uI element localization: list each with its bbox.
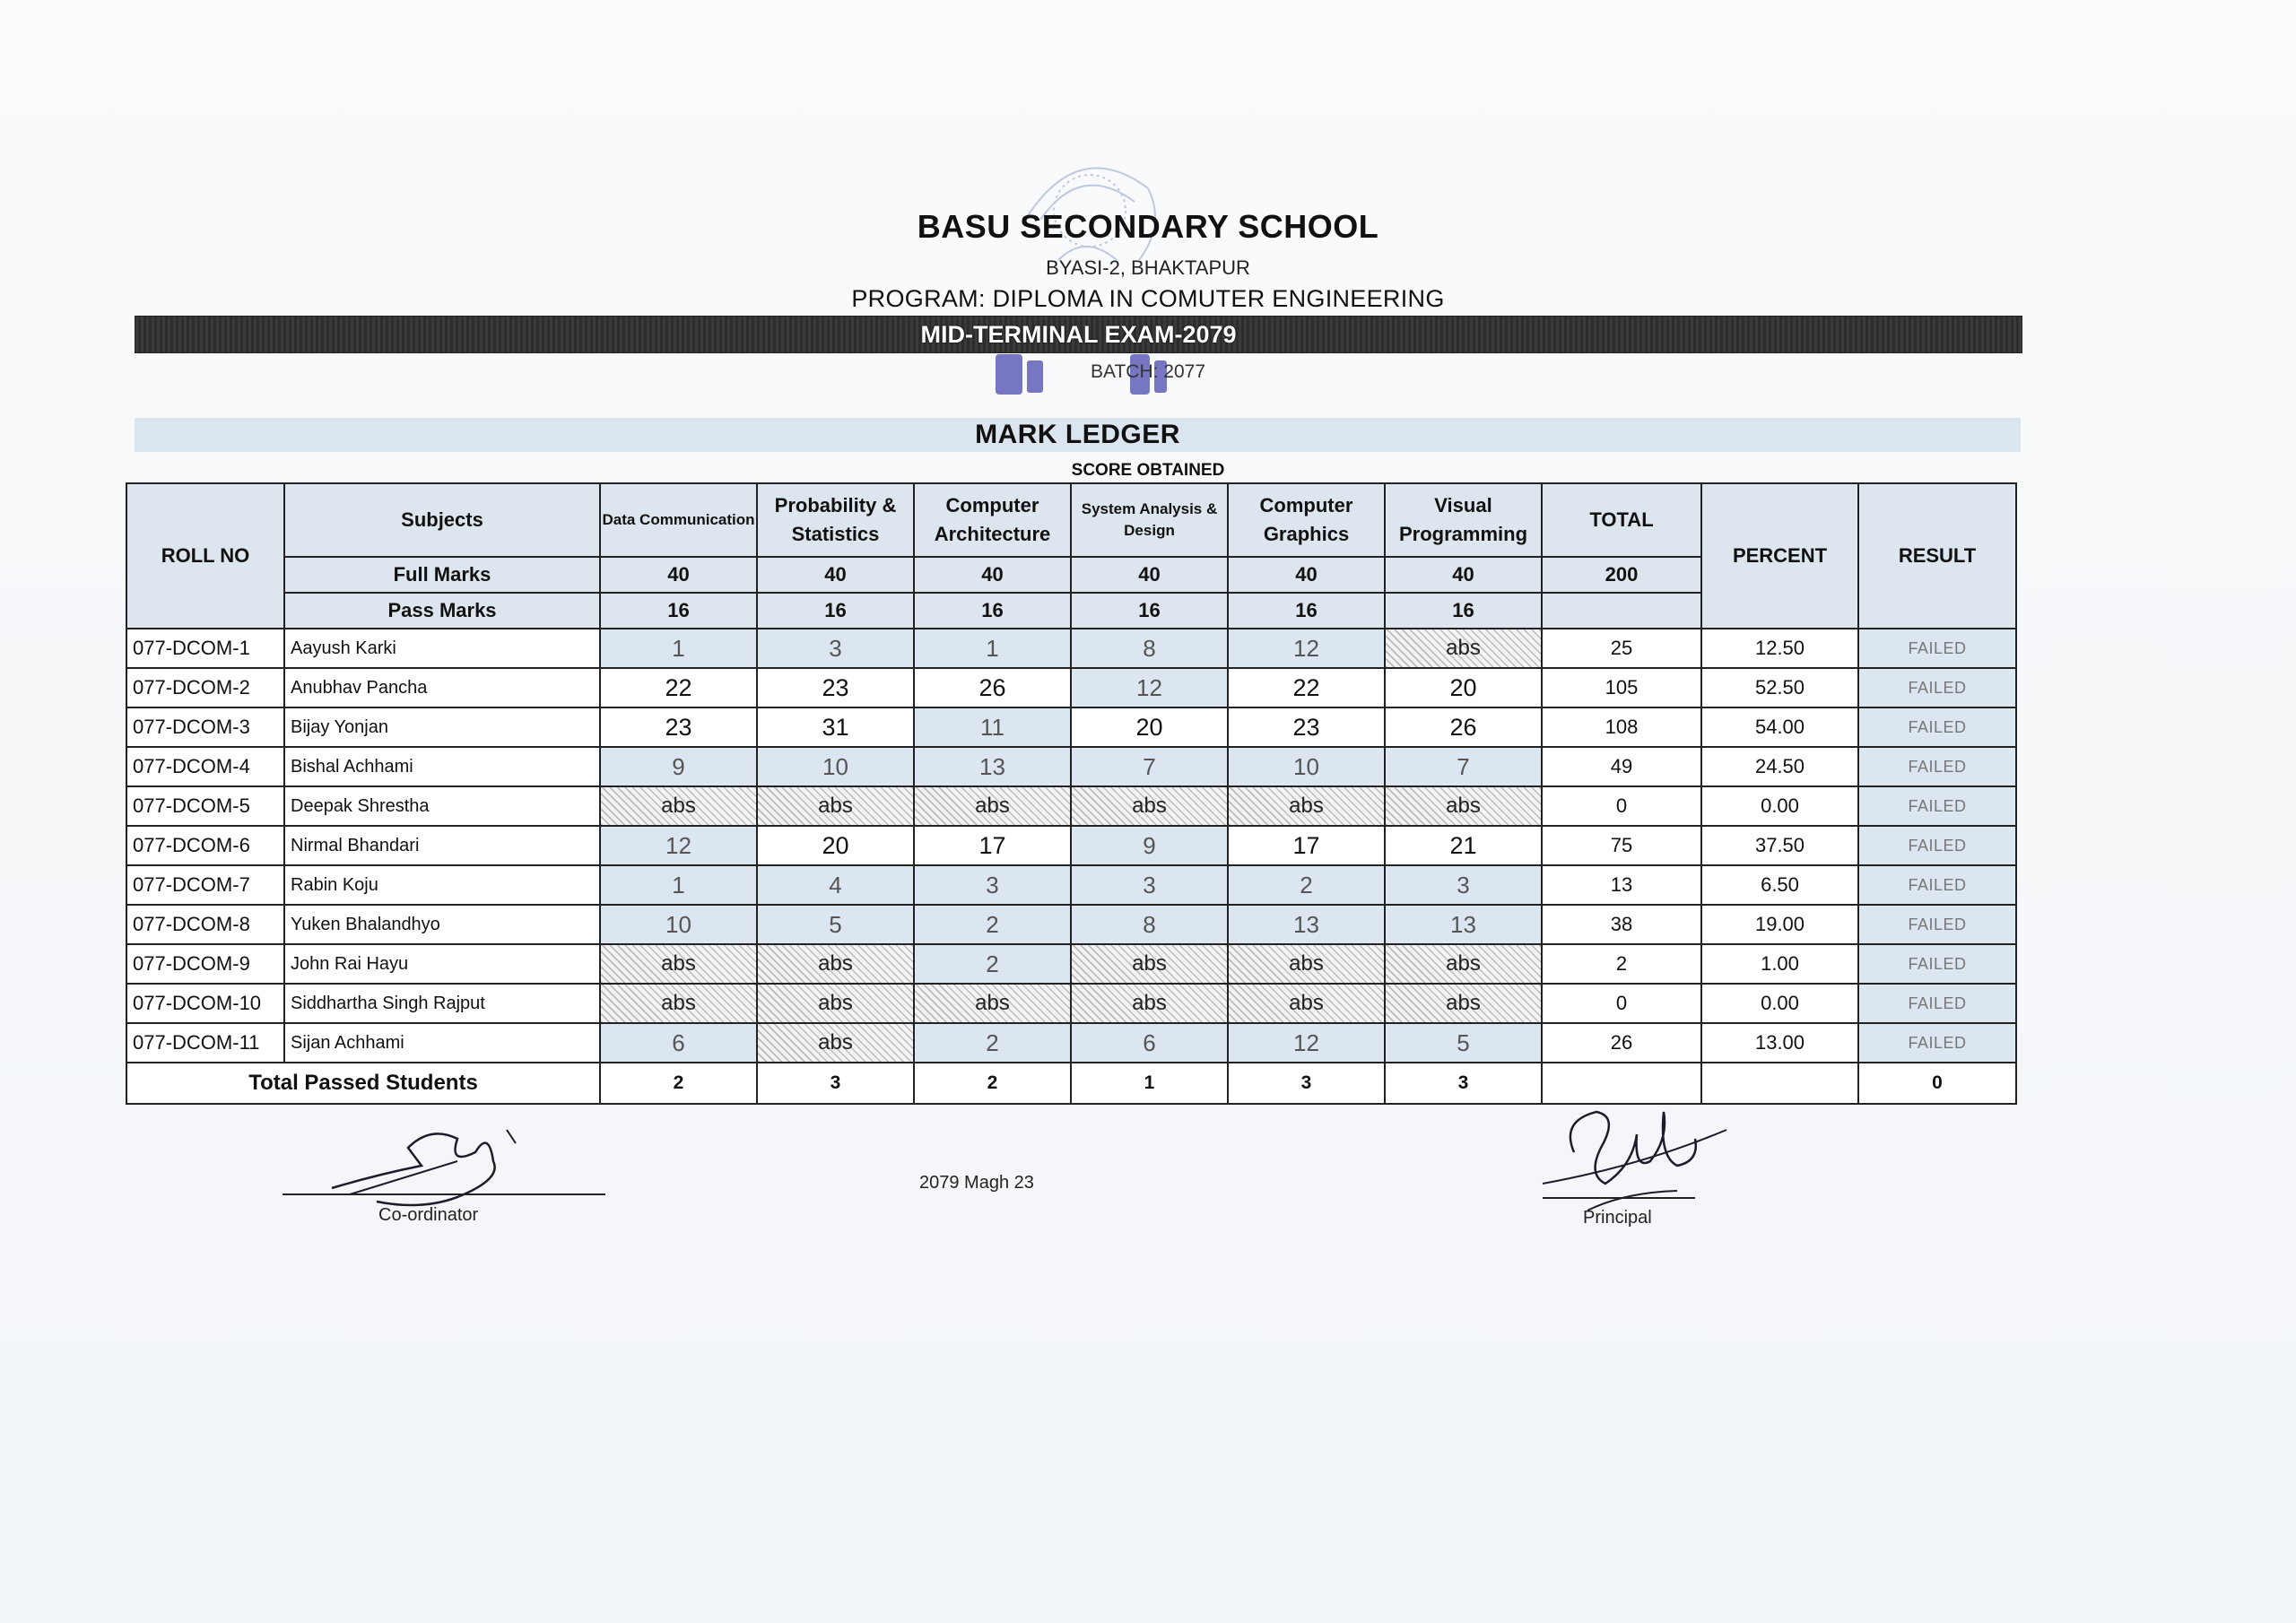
result-status: FAILED: [1858, 668, 2016, 707]
subject-mark: 10: [757, 747, 914, 786]
subject-mark: 22: [1228, 668, 1385, 707]
subject-mark: 1: [600, 629, 757, 668]
subject-mark: 6: [600, 1023, 757, 1063]
roll-number: 077-DCOM-1: [126, 629, 284, 668]
student-name: Anubhav Pancha: [284, 668, 600, 707]
subject-mark: 12: [1228, 1023, 1385, 1063]
absent-mark: abs: [1071, 944, 1228, 984]
subject-mark: 12: [1228, 629, 1385, 668]
percent-value: 13.00: [1701, 1023, 1858, 1063]
result-status: FAILED: [1858, 707, 2016, 747]
pass-marks-value: 16: [914, 593, 1071, 629]
result-status: FAILED: [1858, 747, 2016, 786]
roll-number: 077-DCOM-9: [126, 944, 284, 984]
student-name: Bijay Yonjan: [284, 707, 600, 747]
subject-mark: 12: [600, 826, 757, 865]
subject-mark: 23: [757, 668, 914, 707]
roll-number: 077-DCOM-7: [126, 865, 284, 905]
exam-banner: [135, 316, 2022, 353]
student-name: Deepak Shrestha: [284, 786, 600, 826]
roll-number: 077-DCOM-2: [126, 668, 284, 707]
absent-mark: abs: [1071, 786, 1228, 826]
subject-mark: 22: [600, 668, 757, 707]
coordinator-label: Co-ordinator: [378, 1205, 479, 1225]
percent-value: 52.50: [1701, 668, 1858, 707]
absent-mark: abs: [1228, 944, 1385, 984]
subject-mark: 10: [1228, 747, 1385, 786]
mark-ledger-table: [126, 482, 2017, 1105]
subject-mark: 23: [600, 707, 757, 747]
student-row: [126, 984, 2016, 1023]
percent-header: PERCENT: [1701, 483, 1858, 629]
percent-value: 19.00: [1701, 905, 1858, 944]
student-row: [126, 1023, 2016, 1063]
roll-number: 077-DCOM-8: [126, 905, 284, 944]
absent-mark: abs: [600, 984, 757, 1023]
percent-value: 6.50: [1701, 865, 1858, 905]
absent-mark: abs: [1385, 944, 1542, 984]
roll-number: 077-DCOM-3: [126, 707, 284, 747]
total-marks: 2: [1542, 944, 1701, 984]
percent-value: 0.00: [1701, 786, 1858, 826]
subject-mark: 26: [914, 668, 1071, 707]
percent-value: 54.00: [1701, 707, 1858, 747]
student-name: Yuken Bhalandhyo: [284, 905, 600, 944]
student-name: Siddhartha Singh Rajput: [284, 984, 600, 1023]
full-marks-value: 40: [757, 557, 914, 593]
subject-mark: 23: [1228, 707, 1385, 747]
exam-title: MID-TERMINAL EXAM-2079: [920, 321, 1237, 348]
student-name: Rabin Koju: [284, 865, 600, 905]
school-address: BYASI-2, BHAKTAPUR: [1046, 256, 1250, 279]
ledger-title: MARK LEDGER: [975, 420, 1180, 449]
percent-value: 37.50: [1701, 826, 1858, 865]
program-title: PROGRAM: DIPLOMA IN COMUTER ENGINEERING: [851, 285, 1445, 312]
subject-mark: 11: [914, 707, 1071, 747]
total-passed-result: 0: [1858, 1063, 2016, 1104]
subject-mark: 2: [914, 944, 1071, 984]
absent-mark: abs: [1228, 786, 1385, 826]
absent-mark: abs: [757, 786, 914, 826]
pass-marks-label: Pass Marks: [284, 593, 600, 629]
subject-mark: 3: [1385, 865, 1542, 905]
principal-label: Principal: [1583, 1208, 1652, 1228]
absent-mark: abs: [1071, 984, 1228, 1023]
total-pass-marks-empty: [1542, 593, 1701, 629]
total-header: TOTAL: [1542, 483, 1701, 557]
subject-mark: 17: [1228, 826, 1385, 865]
student-name: Aayush Karki: [284, 629, 600, 668]
subject-mark: 5: [757, 905, 914, 944]
subject-mark: 26: [1385, 707, 1542, 747]
subject-mark: 1: [914, 629, 1071, 668]
roll-number: 077-DCOM-10: [126, 984, 284, 1023]
result-status: FAILED: [1858, 786, 2016, 826]
roll-number: 077-DCOM-5: [126, 786, 284, 826]
subject-mark: 4: [757, 865, 914, 905]
subject-mark: 20: [1071, 707, 1228, 747]
subject-name: Data Communication: [600, 483, 757, 557]
full-marks-value: 40: [1228, 557, 1385, 593]
total-passed-count: 2: [914, 1063, 1071, 1104]
full-marks-label: Full Marks: [284, 557, 600, 593]
total-marks: 26: [1542, 1023, 1701, 1063]
student-row: [126, 826, 2016, 865]
score-obtained-label: SCORE OBTAINED: [1071, 461, 1225, 480]
principal-signature-line: [1543, 1197, 1695, 1199]
total-passed-count: 3: [1228, 1063, 1385, 1104]
result-status: FAILED: [1858, 984, 2016, 1023]
student-row: [126, 944, 2016, 984]
subject-mark: 2: [914, 1023, 1071, 1063]
student-name: Bishal Achhami: [284, 747, 600, 786]
total-marks: 75: [1542, 826, 1701, 865]
subject-name: Probability & Statistics: [757, 483, 914, 557]
subject-name: Computer Graphics: [1228, 483, 1385, 557]
total-full-marks: 200: [1542, 557, 1701, 593]
result-status: FAILED: [1858, 629, 2016, 668]
full-marks-value: 40: [1071, 557, 1228, 593]
roll-number: 077-DCOM-6: [126, 826, 284, 865]
school-name: BASU SECONDARY SCHOOL: [917, 208, 1379, 245]
result-status: FAILED: [1858, 905, 2016, 944]
subject-mark: 7: [1385, 747, 1542, 786]
total-passed-label: Total Passed Students: [126, 1063, 600, 1104]
subject-mark: 8: [1071, 629, 1228, 668]
roll-no-header: ROLL NO: [126, 483, 284, 629]
subjects-header: Subjects: [284, 483, 600, 557]
absent-mark: abs: [914, 786, 1071, 826]
subject-name: Computer Architecture: [914, 483, 1071, 557]
total-marks: 25: [1542, 629, 1701, 668]
subject-mark: 10: [600, 905, 757, 944]
ledger-banner: [135, 418, 2021, 452]
percent-value: 24.50: [1701, 747, 1858, 786]
student-row: [126, 747, 2016, 786]
result-status: FAILED: [1858, 1023, 2016, 1063]
student-row: [126, 707, 2016, 747]
total-marks: 49: [1542, 747, 1701, 786]
coordinator-signature: [323, 1112, 556, 1219]
percent-value: 12.50: [1701, 629, 1858, 668]
absent-mark: abs: [757, 984, 914, 1023]
total-passed-count: 1: [1071, 1063, 1228, 1104]
pass-marks-value: 16: [1228, 593, 1385, 629]
subject-mark: 3: [914, 865, 1071, 905]
principal-signature: [1534, 1085, 1740, 1219]
subject-mark: 17: [914, 826, 1071, 865]
student-row: [126, 786, 2016, 826]
subject-mark: 8: [1071, 905, 1228, 944]
absent-mark: abs: [1385, 629, 1542, 668]
pass-marks-value: 16: [1385, 593, 1542, 629]
total-passed-count: 3: [1385, 1063, 1542, 1104]
percent-value: 1.00: [1701, 944, 1858, 984]
total-marks: 38: [1542, 905, 1701, 944]
roll-number: 077-DCOM-11: [126, 1023, 284, 1063]
student-row: [126, 865, 2016, 905]
subject-name: Visual Programming: [1385, 483, 1542, 557]
subject-mark: 20: [757, 826, 914, 865]
full-marks-value: 40: [914, 557, 1071, 593]
full-marks-value: 40: [1385, 557, 1542, 593]
student-row: [126, 668, 2016, 707]
total-marks: 108: [1542, 707, 1701, 747]
subject-mark: 13: [914, 747, 1071, 786]
total-passed-count: 2: [600, 1063, 757, 1104]
pass-marks-value: 16: [1071, 593, 1228, 629]
subject-mark: 9: [600, 747, 757, 786]
student-name: Sijan Achhami: [284, 1023, 600, 1063]
ledger-date: 2079 Magh 23: [919, 1173, 1034, 1193]
roll-number: 077-DCOM-4: [126, 747, 284, 786]
absent-mark: abs: [757, 1023, 914, 1063]
student-name: John Rai Hayu: [284, 944, 600, 984]
student-rows: [126, 629, 2016, 1063]
subject-mark: 3: [757, 629, 914, 668]
subject-mark: 1: [600, 865, 757, 905]
header-row-subjects: [126, 483, 2016, 557]
subject-mark: 13: [1385, 905, 1542, 944]
absent-mark: abs: [1228, 984, 1385, 1023]
total-marks: 105: [1542, 668, 1701, 707]
pass-marks-value: 16: [600, 593, 757, 629]
coordinator-signature-line: [283, 1193, 605, 1195]
full-marks-value: 40: [600, 557, 757, 593]
subject-mark: 21: [1385, 826, 1542, 865]
absent-mark: abs: [914, 984, 1071, 1023]
absent-mark: abs: [600, 944, 757, 984]
absent-mark: abs: [1385, 984, 1542, 1023]
subject-mark: 5: [1385, 1023, 1542, 1063]
subject-mark: 2: [1228, 865, 1385, 905]
result-status: FAILED: [1858, 865, 2016, 905]
percent-value: 0.00: [1701, 984, 1858, 1023]
subject-mark: 12: [1071, 668, 1228, 707]
absent-mark: abs: [1385, 786, 1542, 826]
subject-name: System Analysis & Design: [1071, 483, 1228, 557]
student-row: [126, 629, 2016, 668]
absent-mark: abs: [757, 944, 914, 984]
result-status: FAILED: [1858, 826, 2016, 865]
subject-mark: 20: [1385, 668, 1542, 707]
total-marks: 13: [1542, 865, 1701, 905]
subject-mark: 7: [1071, 747, 1228, 786]
student-row: [126, 905, 2016, 944]
total-passed-count: 3: [757, 1063, 914, 1104]
subject-mark: 3: [1071, 865, 1228, 905]
result-status: FAILED: [1858, 944, 2016, 984]
subject-mark: 9: [1071, 826, 1228, 865]
subject-mark: 6: [1071, 1023, 1228, 1063]
student-name: Nirmal Bhandari: [284, 826, 600, 865]
pass-marks-value: 16: [757, 593, 914, 629]
batch-label: BATCH: 2077: [1091, 361, 1205, 382]
result-header: RESULT: [1858, 483, 2016, 629]
subject-mark: 2: [914, 905, 1071, 944]
subject-mark: 13: [1228, 905, 1385, 944]
absent-mark: abs: [600, 786, 757, 826]
total-marks: 0: [1542, 786, 1701, 826]
subject-mark: 31: [757, 707, 914, 747]
total-marks: 0: [1542, 984, 1701, 1023]
